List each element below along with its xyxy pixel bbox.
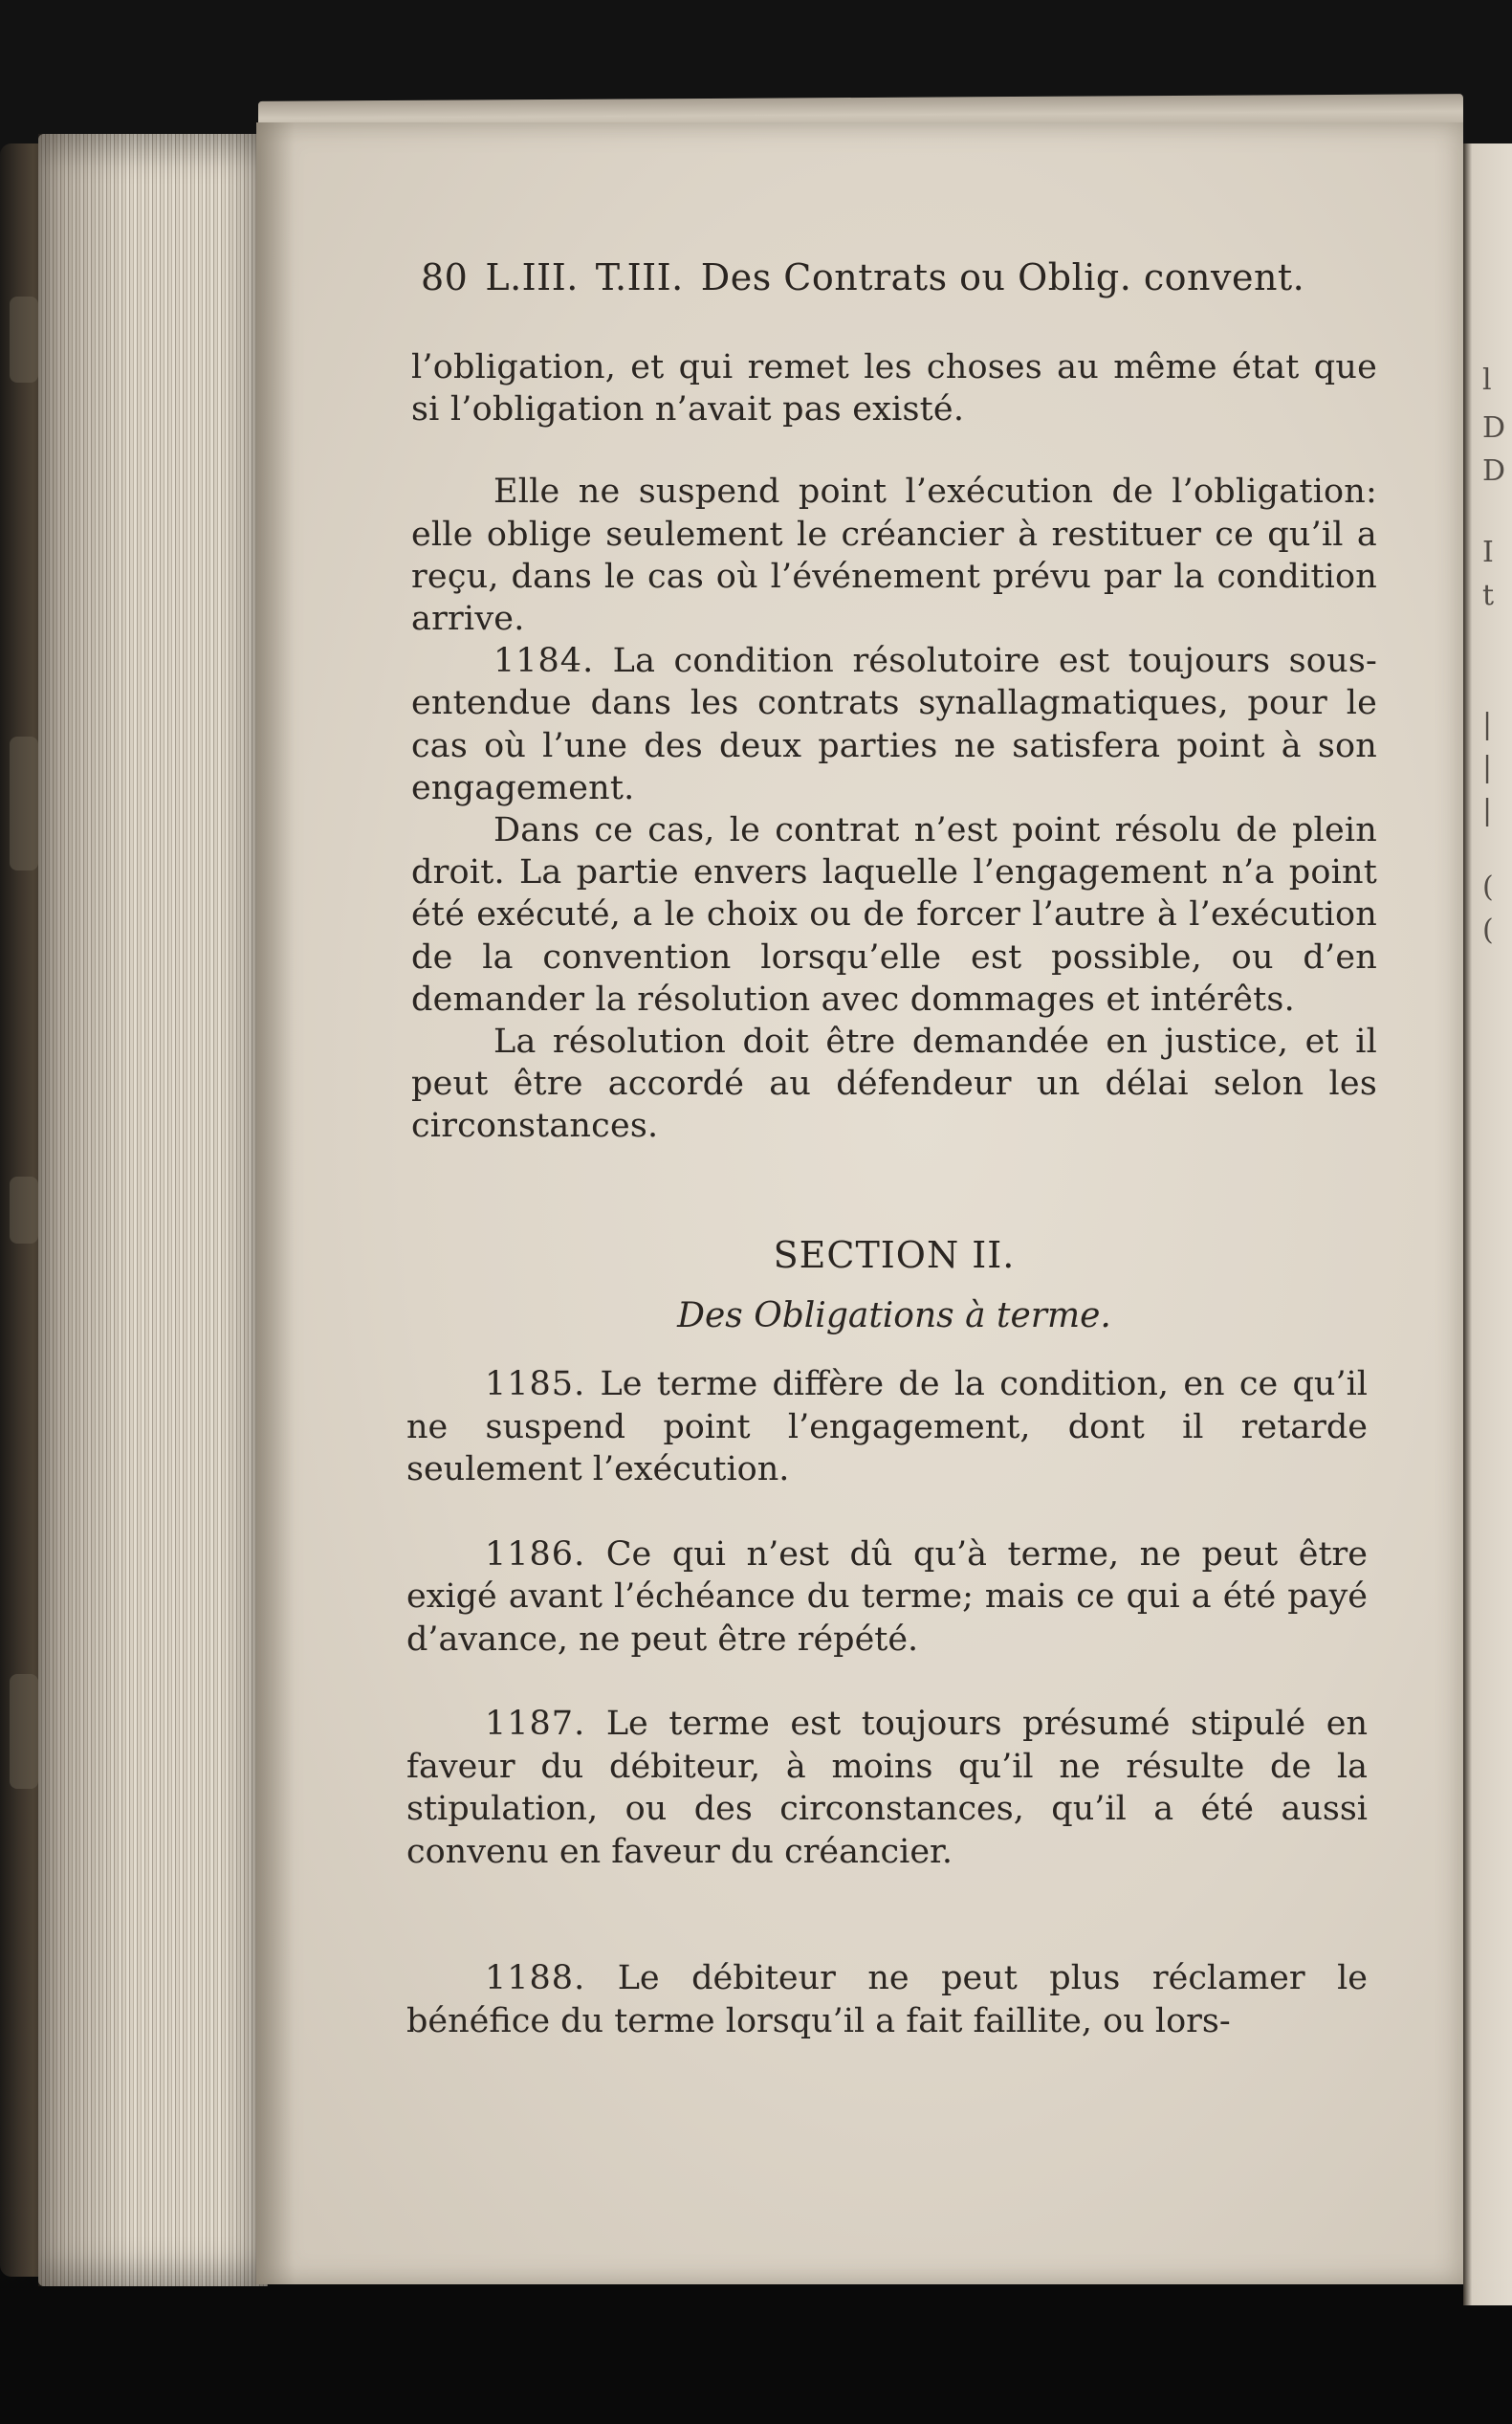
cover-wear-mark <box>10 1177 38 1244</box>
cover-wear-mark <box>10 297 38 383</box>
article-text: Le terme diffère de la condition, en ce qu’il ne suspend point l’engagement, dont il retarde seulement l’exécution. <box>406 1365 1368 1488</box>
running-head <box>421 256 1368 298</box>
article-1186 <box>406 1533 1368 1662</box>
cover-wear-mark <box>10 1674 38 1789</box>
facing-page-glyph: | <box>1482 751 1493 784</box>
section-title: SECTION II. <box>773 1234 1016 1276</box>
article-text: Le débiteur ne peut plus réclamer le bénéfice du terme lorsqu’il a fait faillite, ou lors- <box>406 1959 1368 2040</box>
paragraph: Dans ce cas, le contrat n’est point résolu de plein droit. La partie envers laquelle l’engagement n’a point été exécuté, a le choix ou de forcer l’autre à l’exécution de la convention lorsqu’elle est possible, ou d’en demander la résolution avec dommages et intérêts. <box>411 811 1377 1019</box>
page-number: 80 <box>421 256 469 298</box>
article-number: 1185. <box>485 1365 586 1403</box>
book-number: L.III. <box>485 256 579 298</box>
article-number: 1187. <box>485 1705 586 1743</box>
running-subject: Des Contrats ou Oblig. convent. <box>700 256 1305 298</box>
facing-page-glyph: ( <box>1482 914 1494 947</box>
facing-page-glyph: D <box>1482 411 1506 445</box>
page-edges <box>38 134 268 2286</box>
facing-page-glyph: I <box>1482 536 1494 569</box>
paragraph: La résolution doit être demandée en justice, et il peut être accordé au défendeur un délai selon les circonstances. <box>411 1023 1377 1146</box>
cover-wear-mark <box>10 737 38 870</box>
article-1188 <box>406 1957 1368 2042</box>
article-number: 1184. <box>493 642 595 681</box>
section-subtitle: Des Obligations à terme. <box>677 1296 1111 1335</box>
article-1185 <box>406 1363 1368 1491</box>
article-number: 1186. <box>485 1534 586 1574</box>
article-1184 <box>411 640 1377 809</box>
paragraph: Elle ne suspend point l’exécution de l’obligation: elle oblige seulement le créancier à restituer ce qu’il a reçu, dans le cas où l’événement prévu par la condition arrive. <box>411 473 1377 639</box>
facing-page-glyph: | <box>1482 708 1493 741</box>
article-text: La condition résolutoire est toujours sous-entendue dans les contrats synallagmatiques, pour le cas où l’une des deux parties ne satisfera point à son engagement. <box>411 642 1378 807</box>
article-1187 <box>406 1703 1368 1873</box>
paragraph-continuation: l’obligation, et qui remet les choses au même état que si l’obligation n’avait pas existé. <box>411 348 1377 430</box>
text-block-top <box>411 346 1377 1148</box>
page-gutter-shadow <box>256 122 295 2284</box>
article-number: 1188. <box>485 1959 586 1997</box>
article-text: Ce qui n’est dû qu’à terme, ne peut être exigé avant l’échéance du terme; mais ce qui a été payé d’avance, ne peut être répété. <box>406 1534 1368 1659</box>
facing-page-glyph: D <box>1482 454 1506 488</box>
facing-page-glyph: t <box>1482 579 1495 612</box>
text-block-articles <box>406 1363 1368 2042</box>
title-number: T.III. <box>595 256 684 298</box>
facing-page-glyph: ( <box>1482 870 1494 904</box>
article-text: Le terme est toujours présumé stipulé en faveur du débiteur, à moins qu’il ne résulte de la stipulation, ou des circonstances, qu’il a été aussi convenu en faveur du créancier. <box>406 1705 1368 1871</box>
facing-page-glyph: l <box>1482 364 1492 397</box>
facing-page-glyph: | <box>1482 794 1493 827</box>
